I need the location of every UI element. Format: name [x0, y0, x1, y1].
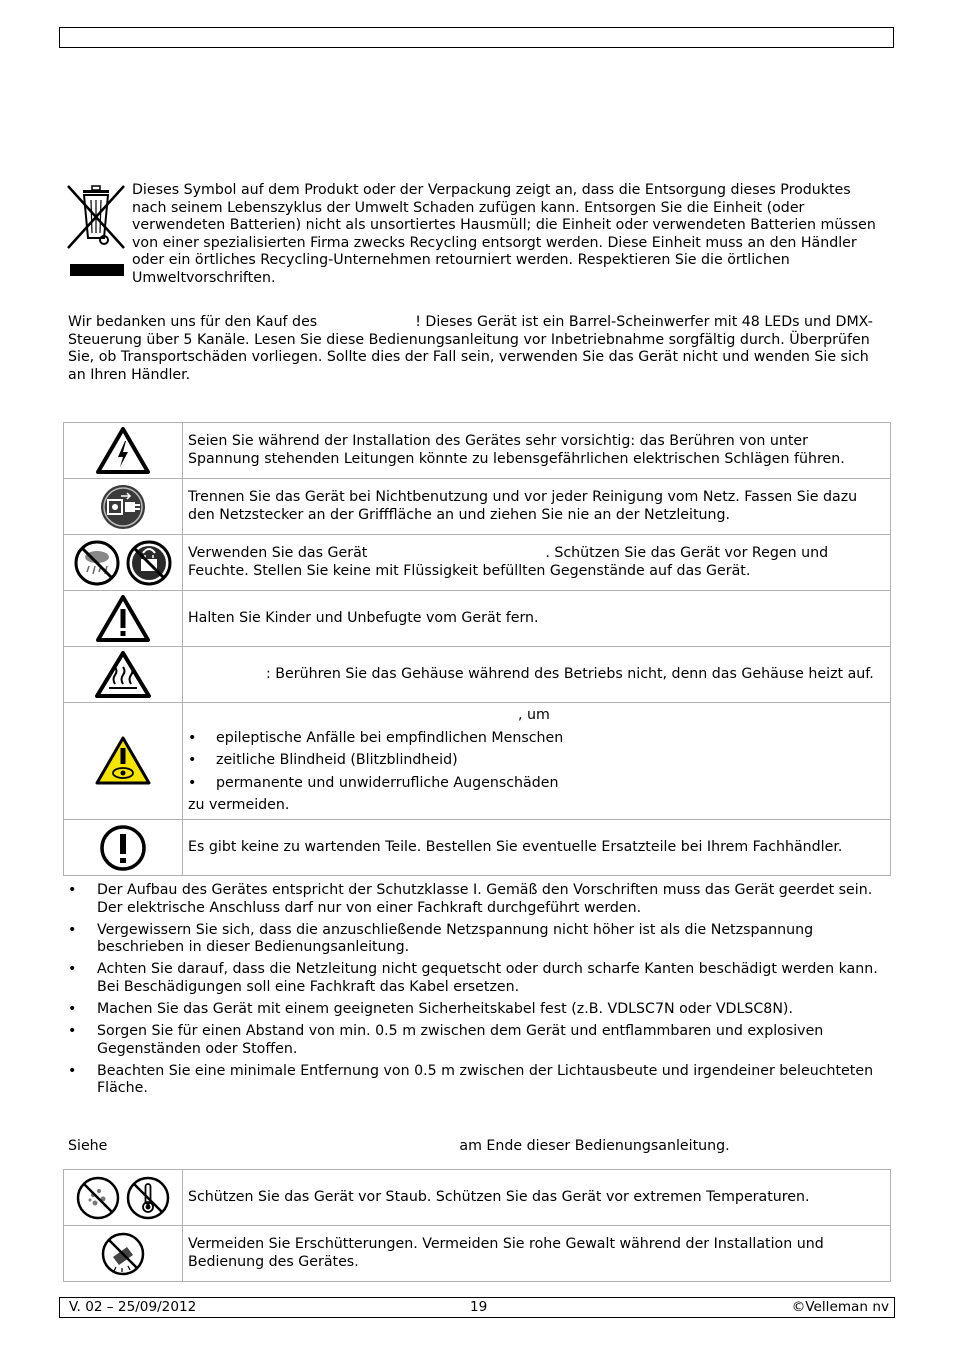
indoor-text-b: . Schützen Sie das Gerät vor Regen und Feuchte. Stellen Sie keine mit Flüssigkeit befüllten Gegenstände auf das Gerät. — [188, 544, 829, 579]
list-item: • Sorgen Sie für einen Abstand von min. 0.5 m zwischen dem Gerät und entflammbaren und explosiven Gegenständen oder Stoffen. — [68, 1023, 888, 1058]
no-liquid-icon — [125, 539, 173, 587]
weee-notice: Dieses Symbol auf dem Produkt oder der Verpackung zeigt an, dass die Entsorgung dieses Produktes nach seinem Lebenszyklus der Umwelt Schaden zufügen kann. Entsorgen Sie die Einheit (oder verwendeten Batterien) nicht als unsortiertes Hausmüll; die Einheit oder verwendeten Batterien müssen von einer spezialisierten Firma zwecks Recycling entsorgt werden. Diese Einheit muss an den Händler oder ein örtliches Recycling-Unternehmen retourniert werden. Respektieren Sie die örtlichen Umweltvorschriften. — [132, 182, 876, 286]
dust-temperature-text: Schützen Sie das Gerät vor Staub. Schützen Sie das Gerät vor extremen Temperaturen. — [183, 1170, 891, 1226]
table-row — [64, 647, 891, 703]
eye-warning-end: zu vermeiden. — [188, 797, 290, 814]
table-row — [64, 591, 891, 647]
eye-warning-list — [188, 730, 884, 793]
footer-version: V. 02 – 25/09/2012 — [69, 1299, 197, 1315]
hot-surface-icon — [94, 650, 152, 700]
service-text: Es gibt keine zu wartenden Teile. Bestellen Sie eventuelle Ersatzteile bei Ihrem Fachhändler. — [183, 820, 891, 876]
no-extreme-temperature-icon — [125, 1175, 171, 1221]
electric-warning-text: Seien Sie während der Installation des Gerätes sehr vorsichtig: das Berühren von unter Spannung stehenden Leitungen könnte zu lebensgefährlichen elektrischen Schlägen führen. — [183, 423, 891, 479]
safety-table — [63, 422, 891, 876]
eye-hazard-warning-icon — [94, 735, 152, 787]
siehe-b: am Ende dieser Bedienungsanleitung. — [459, 1138, 730, 1154]
shock-text: Vermeiden Sie Erschütterungen. Vermeiden Sie rohe Gewalt während der Installation und Bedienung des Gerätes. — [183, 1226, 891, 1282]
intro-part2: ! Dieses Gerät ist ein Barrel-Scheinwerfer mit 48 LEDs und DMX-Steuerung über 5 Kanäle. Lesen Sie diese Bedienungsanleitung vor Inbetriebnahme sorgfältig durch. Überprüfen Sie, ob Transportschäden vorliegen. Sollte dies der Fall sein, verwenden Sie das Gerät nicht und wenden Sie sich an Ihren Händler. — [68, 314, 873, 383]
siehe-line — [68, 1138, 730, 1156]
header-box — [59, 27, 894, 48]
no-rain-icon — [73, 539, 121, 587]
unplug-icon — [99, 483, 147, 531]
intro-part1: Wir bedanken uns für den Kauf des — [68, 314, 318, 330]
electric-shock-warning-icon — [95, 426, 151, 476]
table-row — [64, 820, 891, 876]
hot-surface-text: : Berühren Sie das Gehäuse während des Betriebs nicht, denn das Gehäuse heizt auf. — [266, 665, 874, 682]
list-item: • Vergewissern Sie sich, dass die anzuschließende Netzspannung nicht höher ist als die Netzspannung beschrieben in dieser Bedienungsanleitung. — [68, 922, 888, 957]
table-row — [64, 423, 891, 479]
table-row — [64, 1170, 891, 1226]
list-item: • zeitliche Blindheid (Blitzblindheid) — [188, 752, 884, 770]
list-item: • Machen Sie das Gerät mit einem geeigneten Sicherheitskabel fest (z.B. VDLSC7N oder VDLSC8N). — [68, 1001, 888, 1019]
guidelines-table — [63, 1169, 891, 1282]
indoor-text-a: Verwenden Sie das Gerät — [188, 544, 368, 561]
no-dust-icon — [75, 1175, 121, 1221]
table-row — [64, 479, 891, 535]
intro-paragraph — [68, 314, 883, 384]
list-item: • Achten Sie darauf, dass die Netzleitung nicht gequetscht oder durch scharfe Kanten beschädigt werden kann. Bei Beschädigungen soll eine Fachkraft das Kabel ersetzen. — [68, 961, 888, 996]
list-item: • Der Aufbau des Gerätes entspricht der Schutzklasse I. Gemäß den Vorschriften muss das Gerät geerdet sein. Der elektrische Anschluss darf nur von einer Fachkraft durchgeführt werden. — [68, 882, 888, 917]
unplug-text: Trennen Sie das Gerät bei Nichtbenutzung und vor jeder Reinigung vom Netz. Fassen Sie dazu den Netzstecker an der Grifffläche an und ziehen Sie nie an der Netzleitung. — [183, 479, 891, 535]
footer — [59, 1297, 895, 1318]
children-text: Halten Sie Kinder und Unbefugte vom Gerät fern. — [183, 591, 891, 647]
list-item: • Beachten Sie eine minimale Entfernung von 0.5 m zwischen der Lichtausbeute und irgendeiner beleuchteten Fläche. — [68, 1063, 888, 1098]
footer-copyright: ©Velleman nv — [791, 1299, 889, 1315]
table-row — [64, 535, 891, 591]
weee-crossed-bin-icon — [66, 182, 126, 278]
list-item: • permanente und unwiderrufliche Augenschäden — [188, 775, 884, 793]
general-warning-icon — [95, 594, 151, 644]
exclamation-circle-icon — [98, 823, 148, 873]
eye-warning-intro: , um — [518, 707, 550, 724]
table-row — [64, 703, 891, 820]
footer-page-number: 19 — [470, 1299, 488, 1315]
no-shock-icon — [100, 1231, 146, 1277]
list-item: • epileptische Anfälle bei empfindlichen Menschen — [188, 730, 884, 748]
siehe-a: Siehe — [68, 1138, 108, 1154]
safety-bullet-list — [68, 882, 888, 1103]
table-row — [64, 1226, 891, 1282]
